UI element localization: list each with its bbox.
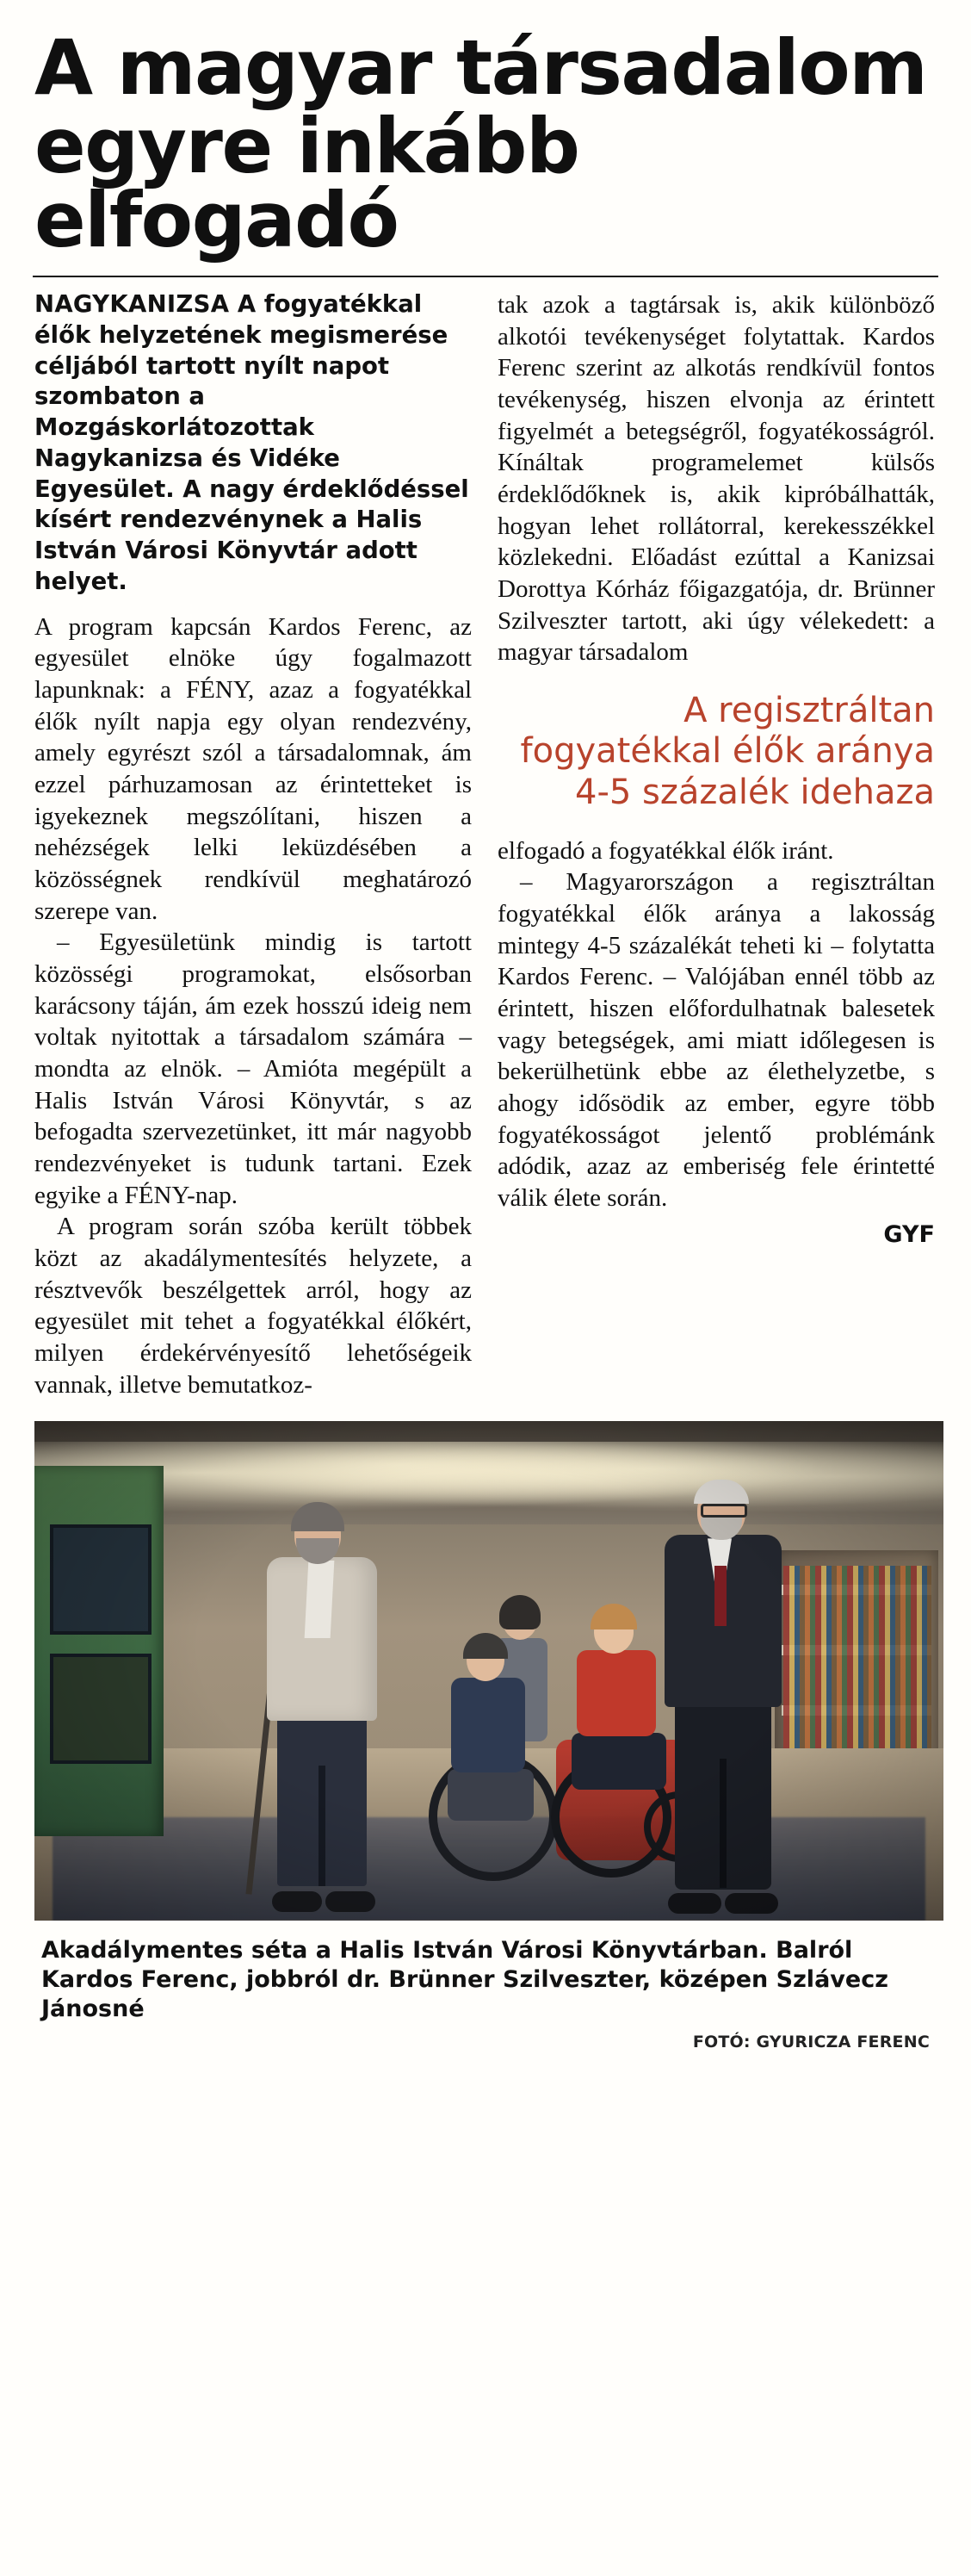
photo-block bbox=[34, 1421, 937, 2051]
photo-vignette bbox=[34, 1421, 943, 1921]
right-paragraph-3: – Magyarországon a regisztráltan fogyatékkal élők aránya a lakosság mintegy 4-5 százalékát teheti ki – folytatta Kardos Ferenc. – Valójában ennél több az érintett, hiszen előfordulhatnak balesetek vagy betegségek, ami miatt időlegesen is bekerülhetünk ebbe az élethelyzetbe, s ahogy idősödik az ember, egyre több fogyatékosságot jelentő problémánk adódik, azaz az emberiség fele érintetté válik élete során. bbox=[498, 868, 935, 1213]
left-paragraph-2: – Egyesületünk mindig is tartott közösségi programokat, elsősorban karácsony táján, ám ezek hosszú ideig nem voltak nyitottak a társadalom számára – mondta az elnök. – Amióta megépült a Halis István Városi Könyvtár, s az befogadta szervezetünket, itt már nagyobb rendezvényeket is tudunk tartani. Ezek egyike a FÉNY-nap. bbox=[34, 928, 472, 1209]
left-column bbox=[34, 289, 472, 1400]
right-column bbox=[498, 289, 935, 1400]
article-byline: GYF bbox=[883, 1220, 935, 1248]
photo-caption: Akadálymentes séta a Halis István Városi Könyvtárban. Balról Kardos Ferenc, jobbról dr. Brünner Szilveszter, középen Szlávecz Jánosné bbox=[41, 1937, 888, 2022]
left-paragraph-3: A program során szóba került többek közt az akadálymentesítés helyzete, a résztvevők beszélgettek arról, hogy az egyesület mit tehet a fogyatékkal élőkért, milyen érdekérvényesítő lehetőségeik vannak, illetve bemutatkoz- bbox=[34, 1213, 472, 1399]
headline-line-2: egyre inkább elfogadó bbox=[34, 102, 579, 264]
dateline-kicker: NAGYKANIZSA bbox=[34, 290, 230, 319]
photo-credit: FOTÓ: GYURICZA FERENC bbox=[692, 2032, 930, 2051]
left-paragraph-1: A program kapcsán Kardos Ferenc, az egyesület elnöke úgy fogalmazott lapunknak: a FÉNY, azaz a fogyatékkal élők nyílt napja egy olyan rendezvény, amely egyrészt szól a társadalomnak, ám ezzel párhuzamosan az érintetteket is igyekeznek megszólítani, hiszen a nehézségek lelki leküzdésében a közösségnek rendkívül meghatározó szerepe van. bbox=[34, 612, 472, 925]
right-paragraph-1: tak azok a tagtársak is, akik különböző alkotói tevékenységet folytattak. Kardos Ferenc szerint az alkotás rendkívül fontos tevékenység, hiszen elvonja az érintett figyelmét a betegségről, fogyatékosságról. Kínáltak programelemet külsős érdeklődőknek is, akik kipróbálhatták, hogyan lehet rollátorral, kerekesszékkel közlekedni. Előadást ezúttal a Kanizsai Dorottya Kórház főigazgatója, dr. Brünner Szilveszter tartott, aki úgy vélekedett: a magyar társadalom bbox=[498, 291, 935, 667]
headline-divider bbox=[33, 276, 938, 277]
lead-text: A fogyatékkal élők helyzetének megismerése céljából tartott nyílt napot szombaton a Mozgáskorlátozottak Nagykanizsa és Vidéke Egyesület. A nagy érdeklődéssel kísért rendezvénynek a Halis István Városi Könyvtár adott helyet. bbox=[34, 290, 469, 595]
headline-line-1: A magyar társadalom bbox=[34, 23, 927, 112]
lead-paragraph bbox=[34, 289, 472, 598]
pull-quote: A regisztráltan fogyatékkal élők aránya 4-5 százalék idehaza bbox=[520, 691, 935, 812]
article-columns bbox=[29, 289, 942, 1400]
article-photo bbox=[34, 1421, 943, 1921]
page-title bbox=[34, 23, 942, 264]
right-paragraph-2: elfogadó a fogyatékkal élők iránt. bbox=[498, 836, 834, 865]
